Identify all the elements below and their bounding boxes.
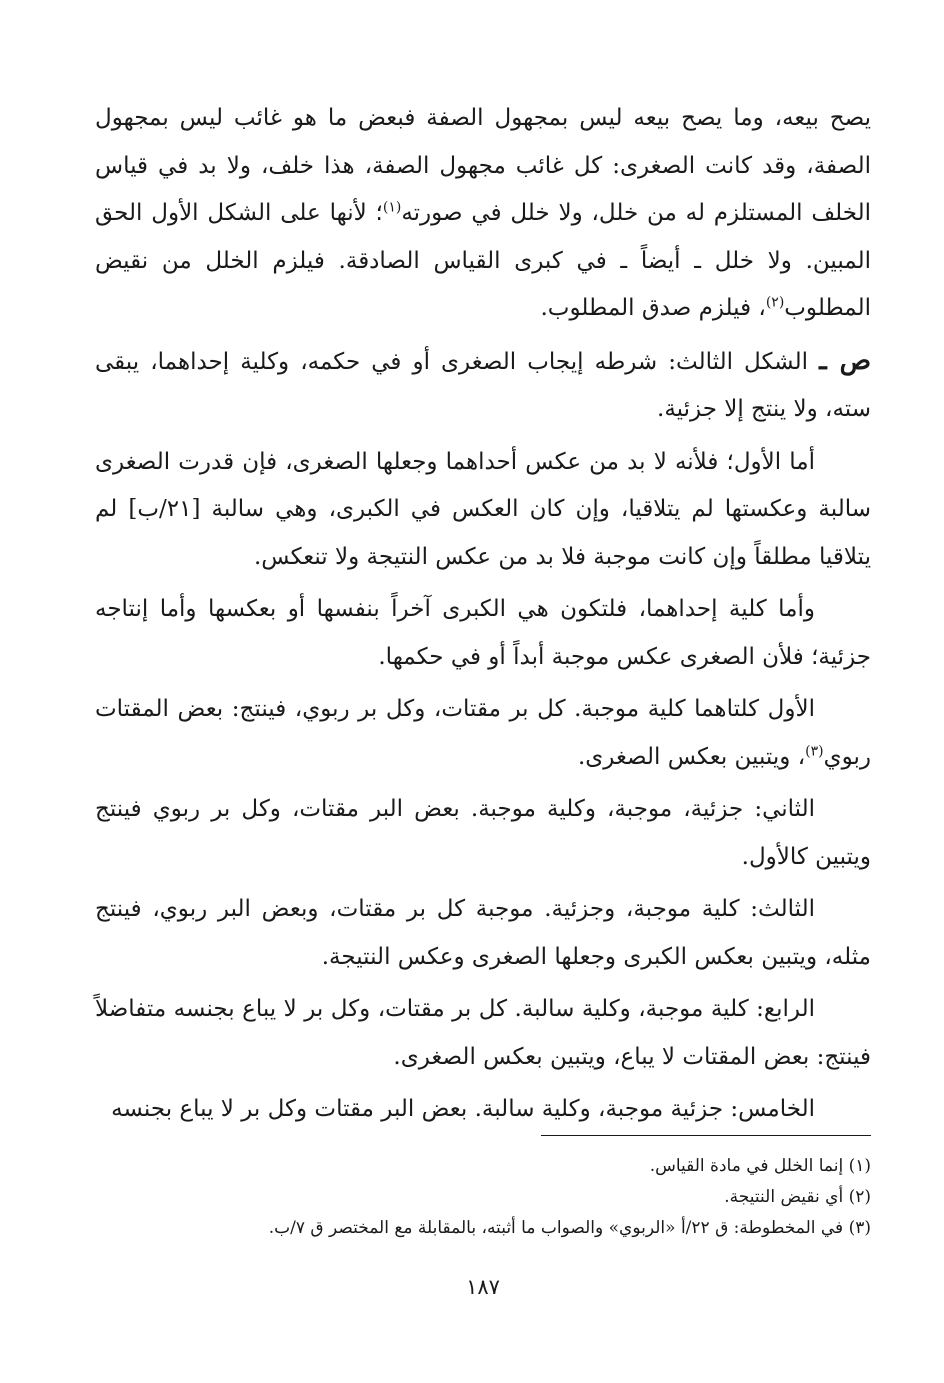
footnote-3: (٣) في المخطوطة: ق ٢٢/أ «الربوي» والصواب ما أثبته، بالمقابلة مع المختصر ق ٧/ب. <box>268 1218 871 1238</box>
footnote-ref-2[interactable]: (٢) <box>765 294 785 311</box>
paragraph-2 <box>95 338 871 434</box>
paragraph-1-text-a: يصح بيعه، وما يصح بيعه ليس بمجهول الصفة فبعض ما هو غائب ليس بمجهول الصفة، وقد كانت الصغرى: كل غائب مجهول الصفة، هذا خلف، ولا بد في قياس الخلف المستلزم له من خلل، ولا خلل في صورته <box>95 105 871 226</box>
footnote-ref-3[interactable]: (٣) <box>805 742 824 759</box>
paragraph-3: أما الأول؛ فلأنه لا بد من عكس أحداهما وجعلها الصغرى، فإن قدرت الصغرى سالبة وعكستها لم يتلاقيا، وإن كان العكس في الكبرى، وهي سالبة [٢١/ب] لم يتلاقيا مطلقاً وإن كانت موجبة فلا بد من عكس النتيجة ولا تنعكس. <box>95 448 871 570</box>
paragraph-8: الرابع: كلية موجبة، وكلية سالبة. كل بر مقتات، وكل بر لا يباع بجنسه متفاضلاً فينتج: بعض المقتات لا يباع، ويتبين بعكس الصغرى. <box>95 996 871 1070</box>
paragraph-4: وأما كلية إحداهما، فلتكون هي الكبرى آخراً بنفسها أو بعكسها وأما إنتاجه جزئية؛ فلأن الصغرى عكس موجبة أبداً أو في حكمها. <box>95 596 871 670</box>
page <box>95 95 871 1299</box>
paragraph-5-text-a: الأول كلتاهما كلية موجبة. كل بر مقتات، وكل بر ربوي، فينتج: بعض المقتات ربوي <box>95 696 871 770</box>
footnotes <box>95 1151 871 1244</box>
paragraph-9: الخامس: جزئية موجبة، وكلية سالبة. بعض البر مقتات وكل بر لا يباع بجنسه <box>111 1096 815 1122</box>
paragraph-5-text-b: ، ويتبين بعكس الصغرى. <box>577 743 806 770</box>
paragraph-1-text-b: ؛ لأنها على الشكل الأول الحق المبين. ولا خلل ـ أيضاً ـ في كبرى القياس الصادقة. فيلزم الخلل من نقيض المطلوب <box>95 200 871 321</box>
paragraph-1 <box>95 95 871 333</box>
paragraph-7: الثالث: كلية موجبة، وجزئية. موجبة كل بر مقتات، وبعض البر ربوي، فينتج مثله، ويتبين بعكس الكبرى وجعلها الصغرى وعكس النتيجة. <box>95 896 871 970</box>
page-number: ١٨٧ <box>466 1275 500 1299</box>
paragraph-1-text-c: ، فيلزم صدق المطلوب. <box>540 295 766 321</box>
section-marker: ص ـ <box>819 345 871 376</box>
footnote-divider <box>541 1135 871 1136</box>
footnote-2: (٢) أي نقيض النتيجة. <box>724 1187 871 1207</box>
footnote-1: (١) إنما الخلل في مادة القياس. <box>649 1156 871 1176</box>
paragraph-2-text: الشكل الثالث: شرطه إيجاب الصغرى أو في حكمه، وكلية إحداهما، يبقى سته، ولا ينتج إلا جزئية. <box>95 348 871 422</box>
paragraph-5 <box>95 686 871 781</box>
paragraph-6: الثاني: جزئية، موجبة، وكلية موجبة. بعض البر مقتات، وكل بر ربوي فينتج ويتبين كالأول. <box>95 796 871 870</box>
footnote-ref-1[interactable]: (١) <box>382 199 402 216</box>
